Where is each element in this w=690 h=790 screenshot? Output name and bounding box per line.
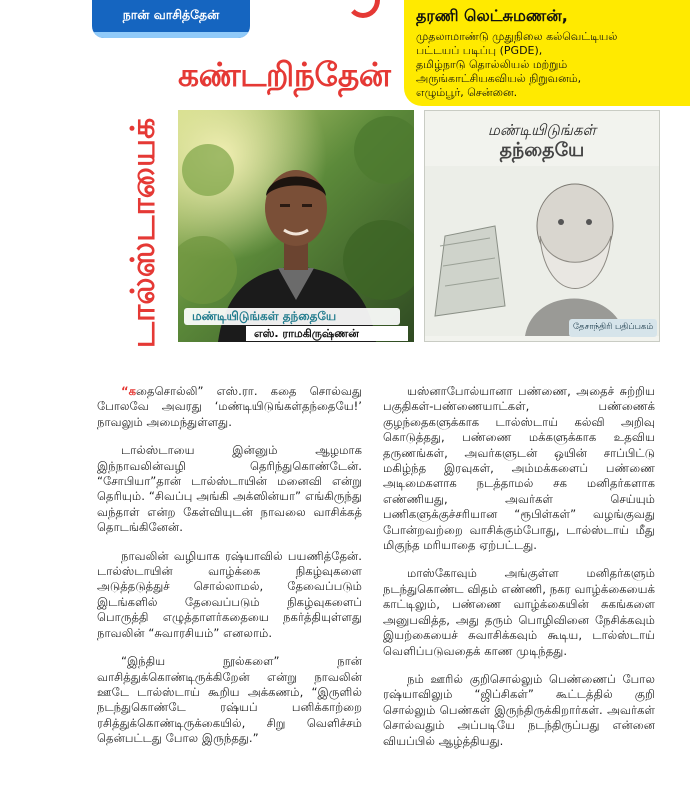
author-line-4: அருங்காட்சியகவியல் நிறுவனம், [416,72,582,85]
drop-letter: “க [121,384,137,398]
author-line-5: எழும்பூர், சென்னை. [416,86,518,99]
author-photo [178,110,414,342]
book-cover [424,110,660,342]
paragraph-left-2: டால்ஸ்டாயை இன்னும் ஆழமாக இந்நாவலின்வழி தெரிந்துகொண்டேன். “சோபியா”தான் டால்ஸ்டாயின் மனைவி என்று தெரியும். “சிவப்பு அங்கி அக்ஸின்யா” எங்கிருந்து வந்தாள் என்ற கேள்வியுடன் நாவலை வாசிக்கத் தொடங்கினேன். [97,443,362,535]
section-banner [92,0,250,38]
author-name: தரணி லெட்சுமணன், [416,6,568,25]
banner-stripe [92,32,250,38]
section-label: நான் வாசித்தேன் [122,7,220,22]
paragraph-left-1-text: தைசொல்லி” எஸ்.ரா. கதை சொல்வது போலவே அவரது ‘மண்டியிடுங்கள்தந்தையே!’ நாவலும் அமைந்துள்ளது. [97,384,362,429]
article-left-column [97,384,362,760]
author-line-3: தமிழ்நாடு தொல்லியல் மற்றும் [416,58,568,71]
article-right-column [383,384,655,762]
publisher-badge [569,319,657,337]
paragraph-left-4: “இந்திய நூல்களை” நான் வாசித்துக்கொண்டிருக்கிறேன் என்று நாவலின் ஊடே டால்ஸ்டாய் கூறிய அக்கணம், “இருளில் நடந்துகொண்டே ரஷ்யப் பனிக்காற்றை ரசித்துக்கொண்டிருக்கையில், சிறு வெளிச்சம் தென்பட்டது போல இருந்தது.” [97,654,362,746]
paragraph-right-3: நம் ஊரில் குறிசொல்லும் பெண்ணைப் போல ரஷ்யாவிலும் “ஜிப்சிகள்” கூட்டத்தில் குறி சொல்லும் பெண்கள் இருந்திருக்கிறார்கள். அவர்கள் சொல்வதும் அப்படியே நடந்திருப்பது என்னை வியப்பில் ஆழ்த்தியது. [383,671,655,748]
book-sketch-illustration [425,166,659,336]
photo-writer-bar [246,326,408,341]
author-line-2: பட்டயப் படிப்பு (PGDE), [416,44,543,57]
author-info-box [404,0,690,106]
writer-name: எஸ். ராமகிருஷ்ணன் [254,327,359,340]
side-title [120,108,170,358]
headline: கண்டறிந்தேன் [178,55,391,94]
paragraph-right-1: யஸ்னாபோல்யானா பண்ணை, அதைச் சுற்றிய பகுதிகள்-பண்ணையாட்கள், பண்ணைக் குழந்தைகளுக்காக டால்ஸ்டாய் கல்வி அறிவு கொடுத்தது, பண்ணை மக்களுக்காக உதவிய தருணங்கள், அவர்களுடன் ஒயின் சாப்பிட்டு மகிழ்ந்த இரவுகள், அம்மக்களைப் பண்ணை அடிமைகளாக நடத்தாமல் சக மனிதர்களாக எண்ணியது, அவர்கள் செய்யும் பணிகளுக்குச்சரியான “ரூபிள்கள்” வழங்குவது போன்றவற்றை வாசிக்கும்போது, டால்ஸ்டாய் மீது மிகுந்த மரியாதை ஏற்பட்டது. [383,384,655,553]
caption-title: மண்டியிடுங்கள் தந்தையே [192,309,337,323]
side-title-text: டால்ஸ்டாயைக் [123,117,162,349]
decorative-red-swirl [346,0,380,18]
photo-caption-bar [184,308,400,325]
author-line-1: முதலாமாண்டு முதுநிலை கல்வெட்டியல் [416,30,618,43]
paragraph-left-1 [97,384,362,430]
publisher-name: தேசாந்திரி பதிப்பகம் [573,322,654,332]
paragraph-left-3: நாவலின் வழியாக ரஷ்யாவில் பயணித்தேன். டால்ஸ்டாயின் வாழ்க்கை நிகழ்வுகளை அடுத்தடுத்துச் சொல்லாமல், தேவைப்படும் இடங்களில் தேவைப்படும் நிகழ்வுகளைப் பொருத்தி எழுத்தாளர்கதையை நகர்த்தியுள்ளது நாவலின் “சுவாரசியம்” எனலாம். [97,548,362,640]
book-title-line-1: மண்டியிடுங்கள் [487,121,597,139]
paragraph-right-2: மாஸ்கோவும் அங்குள்ள மனிதர்களும் நடந்துகொண்ட விதம் எண்ணி, நகர வாழ்க்கையைக் காட்டிலும், பண்ணை வாழ்க்கையின் சுகங்களை அனுபவித்த, அது தரும் பொழிவினை நேசிக்கவும் இயற்கையைச் சுவாசிக்கவும் கூடிய, டால்ஸ்டாய் வெளிப்படுவதைக் காண முடிந்தது. [383,566,655,658]
book-title-line-2: தந்தையே [499,139,585,161]
